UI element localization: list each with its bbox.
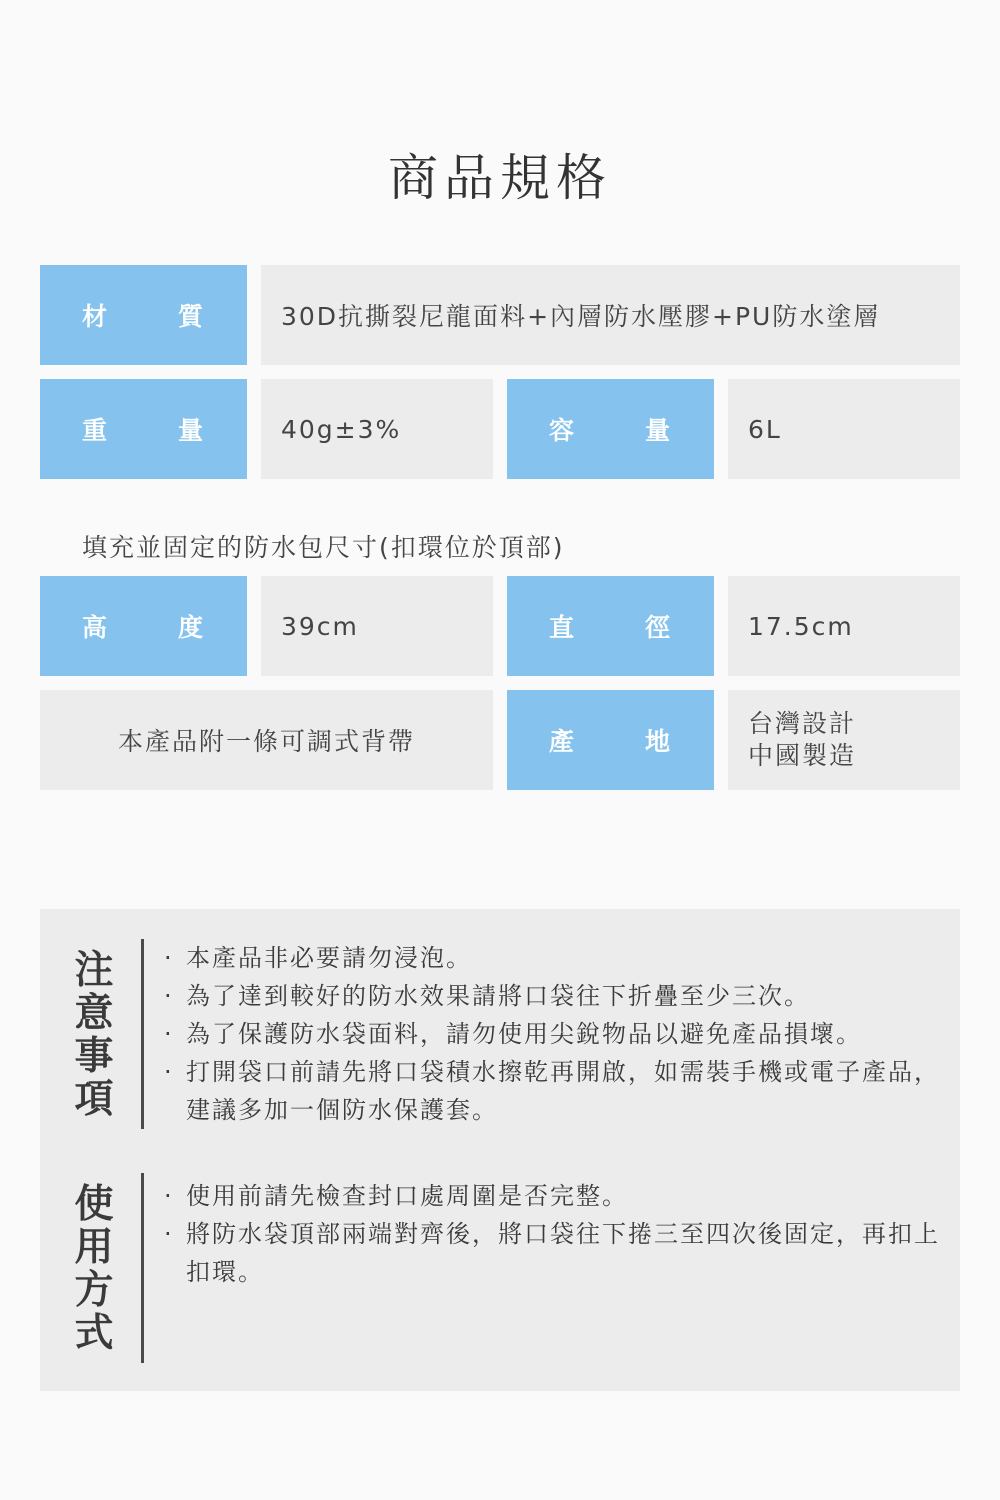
capacity-label [507,379,714,479]
diameter-label-char-1: 直 [549,613,577,642]
origin-line-2: 中國製造 [748,741,857,770]
capacity-label-char-2: 量 [644,416,672,445]
material-label [40,265,247,365]
height-label [40,576,247,676]
material-label-char-1: 材 [82,302,110,331]
notes-heading-char: 事 [74,1034,114,1079]
usage-item: · 使用前請先檢查封口處周圍是否完整。 [164,1177,944,1215]
material-value: 30D抗撕裂尼龍面料+內層防水壓膠+PU防水塗層 [261,265,960,365]
usage-heading-char: 方 [74,1268,114,1313]
origin-line-1: 台灣設計 [748,709,857,738]
notes-item: · 本產品非必要請勿浸泡。 [164,939,944,977]
notes-item: · 為了達到較好的防水效果請將口袋往下折疊至少三次。 [164,977,944,1015]
weight-value: 40g±3% [261,379,493,479]
height-label-char-2: 度 [177,613,205,642]
diameter-value: 17.5cm [728,576,960,676]
usage-heading-char: 用 [74,1225,114,1270]
origin-label-char-2: 地 [644,727,672,756]
weight-label [40,379,247,479]
notes-heading [74,949,114,1121]
material-label-char-2: 質 [177,302,205,331]
origin-label-char-1: 產 [549,727,577,756]
diameter-label [507,576,714,676]
usage-item: · 將防水袋頂部兩端對齊後，將口袋往下捲三至四次後固定，再扣上扣環。 [164,1215,944,1291]
notes-panel [40,909,960,1391]
capacity-label-char-1: 容 [549,416,577,445]
origin-value [728,690,960,790]
notes-item: · 打開袋口前請先將口袋積水擦乾再開啟，如需裝手機或電子產品，建議多加一個防水保護套。 [164,1053,944,1129]
notes-list [164,939,944,1129]
notes-heading-char: 項 [74,1077,114,1122]
usage-list [164,1177,944,1291]
capacity-value: 6L [728,379,960,479]
strap-note: 本產品附一條可調式背帶 [40,690,493,790]
notes-divider [141,939,144,1129]
usage-heading [74,1183,114,1355]
usage-heading-char: 使 [74,1182,114,1227]
diameter-label-char-2: 徑 [644,613,672,642]
page-title: 商品規格 [388,149,612,207]
height-label-char-1: 高 [82,613,110,642]
usage-divider [141,1173,144,1363]
weight-label-char-2: 量 [177,416,205,445]
notes-heading-char: 注 [74,948,114,993]
notes-item: · 為了保護防水袋面料，請勿使用尖銳物品以避免產品損壞。 [164,1015,944,1053]
dimensions-caption: 填充並固定的防水包尺寸(扣環位於頂部) [82,533,565,562]
notes-heading-char: 意 [74,991,114,1036]
usage-heading-char: 式 [74,1311,114,1356]
weight-label-char-1: 重 [82,416,110,445]
origin-label [507,690,714,790]
height-value: 39cm [261,576,493,676]
